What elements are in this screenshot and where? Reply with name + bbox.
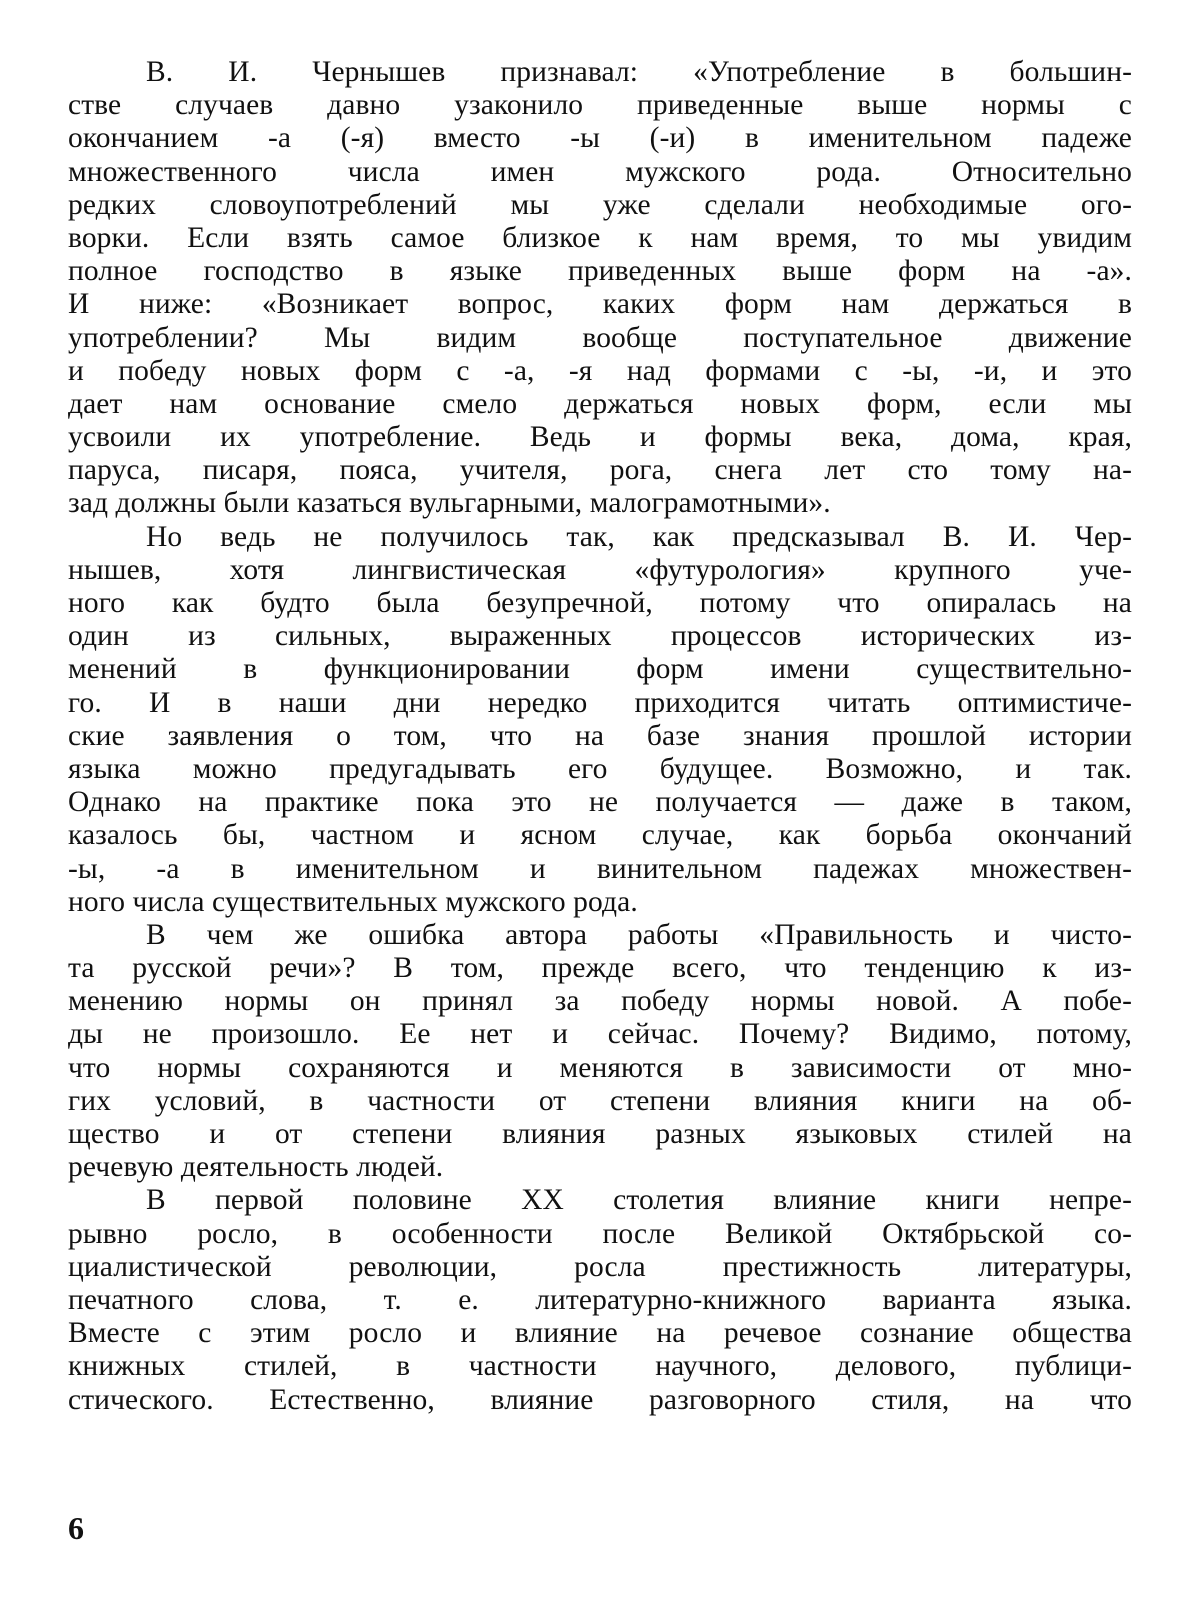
text-line: ды не произошло. Ее нет и сейчас. Почему? Видимо, потому, [68, 1018, 1132, 1051]
text-line: го. И в наши дни нередко приходится читать оптимистиче- [68, 686, 1132, 719]
text-line: окончанием -а (-я) вместо -ы (-и) в именительном падеже [68, 122, 1132, 155]
text-line: полное господство в языке приведенных выше форм на -а». [68, 255, 1132, 288]
book-page [68, 56, 1132, 1596]
page-number: 6 [68, 1510, 84, 1546]
text-line: зад должны были казаться вульгарными, малограмотными». [68, 487, 831, 520]
text-line: печатного слова, т. е. литературно-книжного варианта языка. [68, 1283, 1132, 1316]
text-line: гих условий, в частности от степени влияния книги на об- [68, 1084, 1132, 1117]
text-line: Но ведь не получилось так, как предсказывал В. И. Чер- [146, 520, 1132, 553]
text-line: Вместе с этим росло и влияние на речевое сознание общества [68, 1317, 1132, 1350]
text-line: рывно росло, в особенности после Великой Октябрьской со- [68, 1217, 1132, 1250]
text-line: стического. Естественно, влияние разговорного стиля, на что [68, 1383, 1132, 1416]
text-line: усвоили их употребление. Ведь и формы века, дома, края, [68, 421, 1132, 454]
text-line: один из сильных, выраженных процессов исторических из- [68, 620, 1132, 653]
text-line: редких словоупотреблений мы уже сделали необходимые ого- [68, 188, 1132, 221]
text-line: В. И. Чернышев признавал: «Употребление в большин- [146, 56, 1132, 88]
text-line: и победу новых форм с -а, -я над формами с -ы, -и, и это [68, 354, 1132, 387]
text-line: ного как будто была безупречной, потому что опиралась на [68, 587, 1132, 619]
text-line: В первой половине XX столетия влияние книги непре- [146, 1184, 1132, 1217]
text-line: дает нам основание смело держаться новых форм, если мы [68, 387, 1132, 420]
text-line: циалистической революции, росла престижность литературы, [68, 1250, 1132, 1283]
text-line: менений в функционировании форм имени существительно- [68, 653, 1132, 686]
text-line: щество и от степени влияния разных языковых стилей на [68, 1118, 1132, 1150]
text-line: И ниже: «Возникает вопрос, каких форм нам держаться в [68, 288, 1132, 321]
text-line: паруса, писаря, пояса, учителя, рога, снега лет сто тому на- [68, 454, 1132, 487]
text-line: ного числа существительных мужского рода. [68, 885, 638, 918]
text-line: книжных стилей, в частности научного, делового, публици- [68, 1350, 1132, 1383]
text-line: нышев, хотя лингвистическая «футурология» крупного уче- [68, 553, 1132, 586]
text-line: употреблении? Мы видим вообще поступательное движение [68, 321, 1132, 354]
text-line: В чем же ошибка автора работы «Правильность и чисто- [146, 918, 1132, 951]
text-line: казалось бы, частном и ясном случае, как борьба окончаний [68, 819, 1132, 852]
body-text [68, 56, 1132, 1417]
text-line: речевую деятельность людей. [68, 1151, 444, 1184]
text-line: что нормы сохраняются и меняются в зависимости от мно- [68, 1051, 1132, 1084]
text-line: языка можно предугадывать его будущее. Возможно, и так. [68, 752, 1132, 785]
text-line: ские заявления о том, что на базе знания прошлой истории [68, 719, 1132, 752]
text-line: стве случаев давно узаконило приведенные выше нормы с [68, 89, 1132, 122]
text-line: ворки. Если взять самое близкое к нам время, то мы увидим [68, 221, 1132, 254]
text-line: Однако на практике пока это не получается — даже в таком, [68, 786, 1132, 819]
text-line: та русской речи»? В том, прежде всего, что тенденцию к из- [68, 952, 1132, 985]
text-line: множественного числа имен мужского рода. Относительно [68, 155, 1132, 188]
text-line: менению нормы он принял за победу нормы новой. А побе- [68, 985, 1132, 1018]
text-line: -ы, -а в именительном и винительном падежах множествен- [68, 852, 1132, 885]
